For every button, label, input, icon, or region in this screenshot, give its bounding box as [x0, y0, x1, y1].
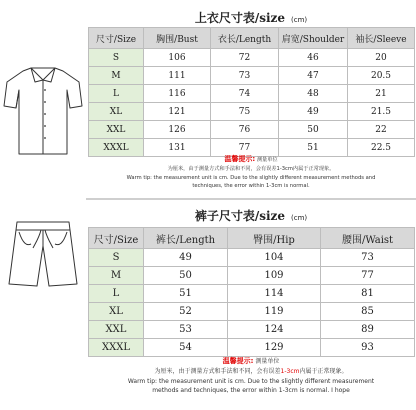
table-row	[89, 103, 415, 121]
pants-header-cell: 腰围/Waist	[321, 228, 415, 249]
tops-header-cell: 尺寸/Size	[89, 28, 144, 49]
measure-cell: 22	[348, 121, 415, 139]
measure-cell: 106	[144, 49, 211, 67]
measure-cell: 114	[228, 285, 321, 303]
measure-cell: 52	[144, 303, 228, 321]
pants-size-panel	[88, 200, 414, 410]
measure-cell: 124	[228, 321, 321, 339]
measure-cell: 72	[211, 49, 279, 67]
size-cell: M	[89, 67, 144, 85]
measure-cell: 73	[211, 67, 279, 85]
table-row	[89, 321, 415, 339]
tops-size-table	[88, 27, 415, 157]
tops-header-cell: 衣长/Length	[211, 28, 279, 49]
measure-cell: 109	[228, 267, 321, 285]
measure-cell: 129	[228, 339, 321, 357]
pants-header-cell: 臀围/Hip	[228, 228, 321, 249]
tops-header-row	[89, 28, 415, 49]
size-cell: XXXL	[89, 139, 144, 157]
pants-title: 裤子尺寸表/size (cm)	[194, 209, 308, 223]
size-cell: L	[89, 285, 144, 303]
table-row	[89, 285, 415, 303]
tops-size-panel	[88, 0, 414, 196]
tops-header-cell: 胸围/Bust	[144, 28, 211, 49]
size-cell: XXXL	[89, 339, 144, 357]
size-cell: M	[89, 267, 144, 285]
measure-cell: 22.5	[348, 139, 415, 157]
size-cell: S	[89, 249, 144, 267]
tops-title: 上衣尺寸表/size (cm)	[194, 11, 308, 25]
pants-header-cell: 尺寸/Size	[89, 228, 144, 249]
measure-cell: 131	[144, 139, 211, 157]
measure-cell: 54	[144, 339, 228, 357]
measure-cell: 21.5	[348, 103, 415, 121]
measure-cell: 48	[279, 85, 348, 103]
size-cell: XXL	[89, 121, 144, 139]
pants-size-table	[88, 227, 415, 357]
table-row	[89, 121, 415, 139]
table-row	[89, 267, 415, 285]
shirt-drawing-icon	[3, 60, 83, 160]
measure-cell: 49	[144, 249, 228, 267]
size-cell: L	[89, 85, 144, 103]
measure-cell: 89	[321, 321, 415, 339]
measure-cell: 76	[211, 121, 279, 139]
measure-cell: 21	[348, 85, 415, 103]
measure-cell: 85	[321, 303, 415, 321]
measure-cell: 74	[211, 85, 279, 103]
measure-cell: 119	[228, 303, 321, 321]
measure-cell: 77	[211, 139, 279, 157]
measure-cell: 121	[144, 103, 211, 121]
measure-cell: 116	[144, 85, 211, 103]
measure-cell: 53	[144, 321, 228, 339]
measure-cell: 77	[321, 267, 415, 285]
measure-cell: 46	[279, 49, 348, 67]
tops-header-cell: 袖长/Sleeve	[348, 28, 415, 49]
table-row	[89, 303, 415, 321]
table-row	[89, 339, 415, 357]
measure-cell: 50	[279, 121, 348, 139]
pants-notice: 温馨提示: 测量单位 为厘米，由于测量方式和手法和不同，会有误差1-3cm内属于正常现象。 Warm tip: the measurement unit is cm. Due to the slightly different measurement methods and techniques, the error within 1-3cm is normal. I hope	[127, 357, 375, 395]
table-row	[89, 49, 415, 67]
measure-cell: 51	[144, 285, 228, 303]
measure-cell: 81	[321, 285, 415, 303]
measure-cell: 20.5	[348, 67, 415, 85]
table-row	[89, 249, 415, 267]
measure-cell: 75	[211, 103, 279, 121]
measure-cell: 51	[279, 139, 348, 157]
tops-header-cell: 肩宽/Shoulder	[279, 28, 348, 49]
table-row	[89, 67, 415, 85]
measure-cell: 111	[144, 67, 211, 85]
size-cell: XXL	[89, 321, 144, 339]
shorts-drawing-icon	[5, 218, 81, 290]
measure-cell: 73	[321, 249, 415, 267]
table-row	[89, 85, 415, 103]
measure-cell: 20	[348, 49, 415, 67]
measure-cell: 126	[144, 121, 211, 139]
size-cell: XL	[89, 303, 144, 321]
pants-header-cell: 裤长/Length	[144, 228, 228, 249]
size-cell: S	[89, 49, 144, 67]
measure-cell: 93	[321, 339, 415, 357]
size-cell: XL	[89, 103, 144, 121]
pants-header-row	[89, 228, 415, 249]
measure-cell: 50	[144, 267, 228, 285]
tops-notice: 温馨提示: 测量单位 为厘米，由于测量方式和手法和不同，会有误差1-3cm内属于正常现象。 Warm tip: the measurement unit is cm. Due to the slightly different measurement methods and techniques, the error within 1-3cm is normal.	[126, 155, 376, 189]
measure-cell: 47	[279, 67, 348, 85]
measure-cell: 104	[228, 249, 321, 267]
measure-cell: 49	[279, 103, 348, 121]
